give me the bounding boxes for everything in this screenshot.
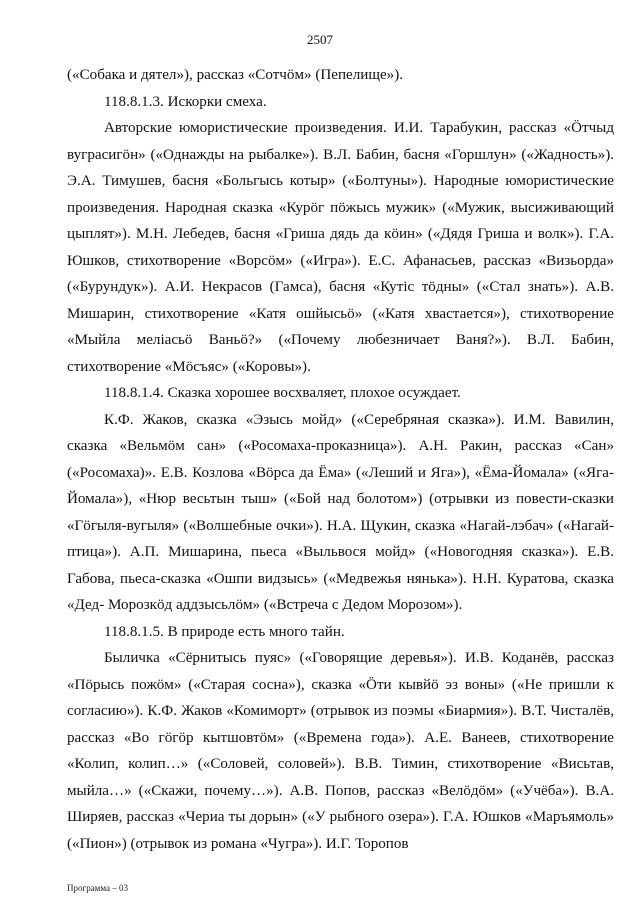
section-heading: 118.8.1.4. Сказка хорошее восхваляет, плохое осуждает. [104, 385, 461, 401]
paragraph: К.Ф. Жаков, сказка «Эзысь мойд» («Серебряная сказка»). И.М. Вавилин, сказка «Вельмӧм сан» («Росомаха-проказница»). А.Н. Ракин, рассказ «Сан» («Росомаха)». Е.В. Козлова «Вӧрса да Ёма» («Леший и Яга»), «Ёма-Йомала» («Яга-Йомала»), «Нюр весьтын тыш» («Бой над болотом») (отрывки из повести-сказки «Гӧгыля-вугыля» («Волшебные очки»). Н.А. Щукин, сказка «Нагай-лэбач» («Нагай-птица»). А.П. Мишарина, пьеса «Выльвося мойд» («Новогодняя сказка»). Е.В. Габова, пьеса-сказка «Ошпи видзысь» («Медвежья нянька»). Н.Н. Куратова, сказка «Дед- Морозкӧд аддзысьлӧм» («Встреча с Дедом Морозом»). [67, 411, 614, 613]
section-heading: 118.8.1.5. В природе есть много тайн. [104, 623, 345, 640]
paragraph: Быличка «Сёрнитысь пуяс» («Говорящие деревья»). И.В. Коданёв, рассказ «Пӧрысь пожӧм» («Старая сосна»), сказка «Ӧти кывйӧ эз воны» («Не пришли к согласию»). К.Ф. Жаков «Комиморт» (отрывок из поэмы «Биармия»). В.Т. Чисталёв, рассказ «Во гӧгӧр кытшовтӧм» («Времена года»). А.Е. Ванеев, стихотворение «Колип, колип…» («Соловей, соловей»). В.В. Тимин, стихотворение «Висьтав, мыйла…» («Скажи, почему…»). А.В. Попов, рассказ «Велӧдӧм» («Учёба»). В.А. Ширяев, рассказ «Чериа ты дорын» («У рыбного озера»). Г.А. Юшков «Маръямоль» («Пион») (отрывок из романа «Чугра»). И.Г. Торопов [67, 650, 614, 852]
footer-note: Программа – 03 [67, 883, 129, 893]
document-body [67, 62, 614, 857]
paragraph: («Собака и дятел»), рассказ «Сотчӧм» (Пепелище»). [67, 67, 403, 83]
paragraph: Авторские юмористические произведения. И.И. Тарабукин, рассказ «Ӧтчыд вуграсигӧн» («Однажды на рыбалке»). В.Л. Бабин, басня «Горшлун» («Жадность»). Э.А. Тимушев, басня «Больгысь котыр» («Болтуны»). Народные юмористические произведения. Народная сказка «Курӧг пӧжысь мужик» («Мужик, высиживающий цыплят»). М.Н. Лебедев, басня «Гриша дядь да кӧин» («Дядя Гриша и волк»). Г.А. Юшков, стихотворение «Ворсӧм» («Игра»). Е.С. Афанасьев, рассказ «Визьорда» («Бурундук»). А.И. Некрасов (Гамса), басня «Кутіс тӧдны» («Стал знать»). А.В. Мишарин, стихотворение «Катя ошйысьӧ» («Катя хвастается»), стихотворение «Мыйла меліасьӧ Ваньӧ?» («Почему любезничает Ваня?»). В.Л. Бабин, стихотворение «Мӧсъяс» («Коровы»). [67, 120, 614, 375]
page-number: 2507 [307, 32, 333, 47]
section-heading: 118.8.1.3. Искорки смеха. [104, 93, 267, 110]
